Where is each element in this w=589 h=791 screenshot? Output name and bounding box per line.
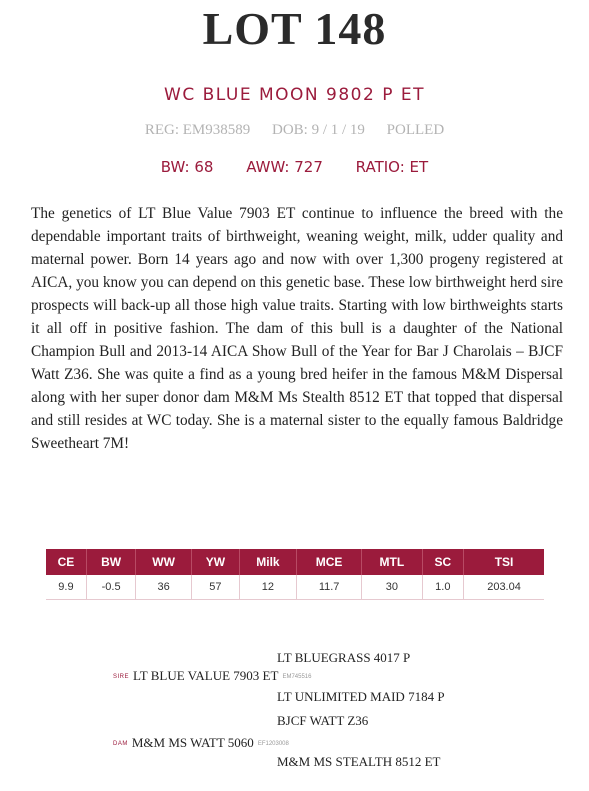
pedigree-dam-dam: M&M MS STEALTH 8512 ET [277,754,441,769]
epd-value-mce: 11.7 [297,575,362,600]
epd-value-milk: 12 [239,575,296,600]
pedigree-sire [113,668,311,684]
epd-value-tsi: 203.04 [464,575,544,600]
birth-weight: BW: 68 [160,158,214,176]
dam-label: DAM [113,741,128,748]
epd-header-ce: CE [46,549,86,575]
pedigree-dam [113,735,289,751]
sire-registration: EM745516 [282,674,312,681]
lot-title: LOT 148 [202,3,387,54]
adjusted-weaning-weight: AWW: 727 [246,158,323,176]
pedigree-dam-sire: BJCF WATT Z36 [277,713,369,728]
sire-name: LT BLUE VALUE 7903 ET [133,668,279,683]
weight-summary [0,158,589,176]
epd-header-mce: MCE [297,549,362,575]
ratio: RATIO: ET [355,158,429,176]
polled-status: POLLED [386,122,445,138]
epd-header-bw: BW [86,549,135,575]
epd-value-sc: 1.0 [422,575,464,600]
epd-value-ce: 9.9 [46,575,86,600]
epd-value-row [46,575,544,600]
epd-header-sc: SC [422,549,464,575]
registration-info [0,122,589,139]
epd-header-mtl: MTL [362,549,422,575]
epd-header-row [46,549,544,575]
epd-header-milk: Milk [239,549,296,575]
pedigree-sire-dam: LT UNLIMITED MAID 7184 P [277,689,445,704]
bull-name: WC BLUE MOON 9802 P ET [164,85,425,105]
epd-header-yw: YW [191,549,239,575]
dam-name: M&M MS WATT 5060 [131,735,254,750]
pedigree-sire-sire: LT BLUEGRASS 4017 P [277,650,411,665]
epd-table [46,549,544,600]
registration-number: REG: EM938589 [144,122,251,138]
date-of-birth: DOB: 9 / 1 / 19 [271,122,365,138]
epd-header-ww: WW [136,549,192,575]
description: The genetics of LT Blue Value 7903 ET continue to influence the breed with the dependable important traits of birthweight, weaning weight, milk, udder quality and maternal power. Born 14 years ago and now with over 1,300 progeny registered at AICA, you know you can depend on this genetic base. These low birthweight herd sire prospects will back-up all those high value traits. Starting with low birthweights starts it all off in positive fashion. The dam of this bull is a daughter of the National Champion Bull and 2013-14 AICA Show Bull of the Year for Bar J Charolais – BJCF Watt Z36. She was quite a find as a young bred heifer in the famous M&M Dispersal along with her super donor dam M&M Ms Stealth 8512 ET that topped that dispersal and still resides at WC today. She is a maternal sister to the equally famous Baldridge Sweetheart 7M! [31,205,563,452]
epd-value-mtl: 30 [362,575,422,600]
dam-registration: EF1203008 [257,741,289,748]
sire-label: SIRE [113,674,130,681]
epd-value-bw: -0.5 [86,575,135,600]
epd-value-ww: 36 [136,575,192,600]
epd-header-tsi: TSI [464,549,544,575]
epd-value-yw: 57 [191,575,239,600]
